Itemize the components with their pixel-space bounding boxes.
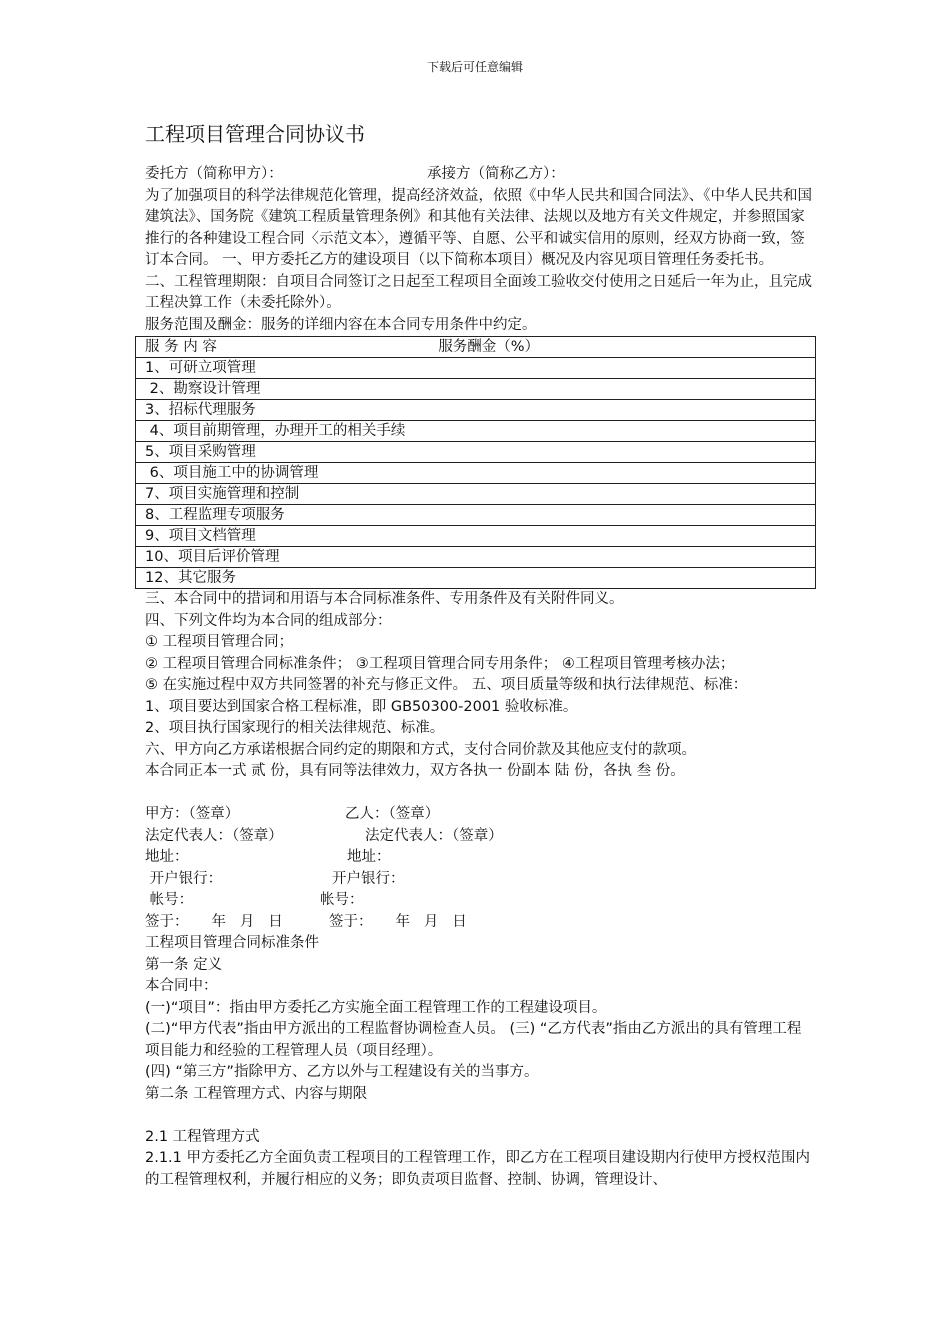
signature-row — [145, 804, 815, 826]
client-label: 委托方（简称甲方）： — [145, 166, 283, 182]
table-header-row — [136, 337, 816, 358]
table-row — [136, 547, 816, 568]
sig-left: 帐号： — [145, 892, 194, 908]
sig-right: 签于： 年 月 日 — [329, 913, 467, 930]
table-row — [136, 568, 816, 589]
quality-item-1: 1、项目要达到国家合格工程标准，即 GB50300-2001 验收标准。 — [145, 698, 578, 715]
table-cell: 1、可研立项管理 — [136, 358, 816, 379]
table-cell: 6、项目施工中的协调管理 — [136, 463, 816, 484]
table-row — [136, 505, 816, 526]
clause-4: 四、下列文件均为本合同的组成部分： — [145, 612, 392, 629]
table-cell: 2、勘察设计管理 — [136, 379, 816, 400]
article-2-heading: 第二条 工程管理方式、内容与期限 — [145, 1085, 368, 1102]
sig-left: 开户银行： — [145, 870, 223, 887]
sig-left: 签于： 年 月 日 — [145, 913, 283, 930]
table-cell: 10、项目后评价管理 — [136, 547, 816, 568]
doc-item-5: ⑤ 在实施过程中双方共同签署的补充与修正文件。 五、项目质量等级和执行法律规范、标准： — [145, 677, 748, 693]
clause-6: 六、甲方向乙方承诺根据合同约定的期限和方式，支付合同价款及其他应支付的款项。 — [145, 741, 696, 758]
signature-row — [145, 847, 815, 869]
sig-right: 开户银行： — [332, 870, 405, 887]
sig-left: 法定代表人：（签章） — [145, 827, 283, 844]
sig-right: 帐号： — [320, 892, 364, 908]
sig-left: 甲方：（签章） — [145, 806, 240, 822]
table-row — [136, 358, 816, 379]
service-table — [135, 336, 816, 589]
definition-4: (四) “第三方”指除甲方、乙方以外与工程建设有关的当事方。 — [145, 1064, 539, 1080]
table-row — [136, 442, 816, 463]
table-row — [136, 421, 816, 442]
table-cell: 4、项目前期管理，办理开工的相关手续 — [136, 421, 816, 442]
table-row — [136, 526, 816, 547]
contractor-label: 承接方（简称乙方）： — [427, 166, 565, 182]
clause-3: 三、本合同中的措词和用语与本合同标准条件、专用条件及有关附件同义。 — [145, 591, 624, 607]
signature-row — [145, 912, 815, 934]
copies-line: 本合同正本一式 贰 份，具有同等法律效力，双方各执一 份副本 陆 份，各执 叁 份。 — [145, 763, 685, 779]
sig-right: 法定代表人：（签章） — [365, 827, 503, 844]
spacer — [145, 1105, 815, 1127]
table-cell: 3、招标代理服务 — [136, 400, 816, 421]
parties-row — [145, 164, 815, 186]
table-cell: 9、项目文档管理 — [136, 526, 816, 547]
table-row — [136, 400, 816, 421]
doc-item-1: ① 工程项目管理合同； — [145, 634, 294, 650]
document-body — [145, 164, 815, 1191]
period-paragraph: 二、工程管理期限：自项目合同签订之日起至工程项目全面竣工验收交付使用之日延后一年为止，且完成工程决算工作（未委托除外）。 — [145, 273, 812, 311]
sig-left: 地址： — [145, 849, 189, 865]
table-cell: 5、项目采购管理 — [136, 442, 816, 463]
table-cell: 8、工程监理专项服务 — [136, 505, 816, 526]
table-row — [136, 379, 816, 400]
signature-row — [145, 869, 815, 891]
section-2-1: 2.1 工程管理方式 — [145, 1128, 260, 1145]
definition-1: (一)“项目”：指由甲方委托乙方实施全面工程管理工作的工程建设项目。 — [145, 999, 607, 1016]
document-title: 工程项目管理合同协议书 — [145, 122, 365, 146]
article-1-heading: 第一条 定义 — [145, 956, 223, 973]
table-row — [136, 463, 816, 484]
article-1-intro: 本合同中： — [145, 978, 218, 994]
intro-paragraph: 为了加强项目的科学法律规范化管理，提高经济效益，依照《中华人民共和国合同法》、《中华人民共和国建筑法》、国务院《建筑工程质量管理条例》和其他有关法律、法规以及地方有关文件规定，并参照国家推行的各种建设工程合同〈示范文本〉，遵循平等、自愿、公平和诚实信用的原则，经双方协商一致，签订本合同。 一、甲方委托乙方的建设项目（以下简称本项目）概况及内容见项目管理任务委托书。 — [145, 187, 812, 268]
table-header-right: 服务酬金（%） — [438, 337, 815, 358]
spacer — [145, 783, 815, 805]
sig-right: 地址： — [347, 849, 391, 865]
definition-2-3: (二)“甲方代表”指由甲方派出的工程监督协调检查人员。 (三) “乙方代表”指由乙方派出的具有管理工程项目能力和经验的工程管理人员（项目经理）。 — [145, 1021, 802, 1059]
section-2-1-1: 2.1.1 甲方委托乙方全面负责工程项目的工程管理工作，即乙方在工程项目建设期内行使甲方授权范围内的工程管理权利，并履行相应的义务；即负责项目监督、控制、协调，管理设计、 — [145, 1150, 810, 1188]
table-cell: 12、其它服务 — [136, 568, 816, 589]
table-row — [136, 484, 816, 505]
signature-row — [145, 890, 815, 912]
quality-item-2: 2、项目执行国家现行的相关法律规范、标准。 — [145, 720, 445, 736]
service-scope-line: 服务范围及酬金：服务的详细内容在本合同专用条件中约定。 — [145, 316, 537, 333]
table-cell: 7、项目实施管理和控制 — [136, 484, 816, 505]
sig-right: 乙人：（签章） — [345, 806, 440, 822]
page-header: 下载后可任意编辑 — [426, 60, 523, 74]
doc-items-2-4: ② 工程项目管理合同标准条件； ③工程项目管理合同专用条件； ④工程项目管理考核办法； — [145, 655, 735, 672]
standard-terms-title: 工程项目管理合同标准条件 — [145, 935, 319, 951]
table-header-left: 服 务 内 容 — [136, 337, 439, 358]
signature-row — [145, 826, 815, 848]
